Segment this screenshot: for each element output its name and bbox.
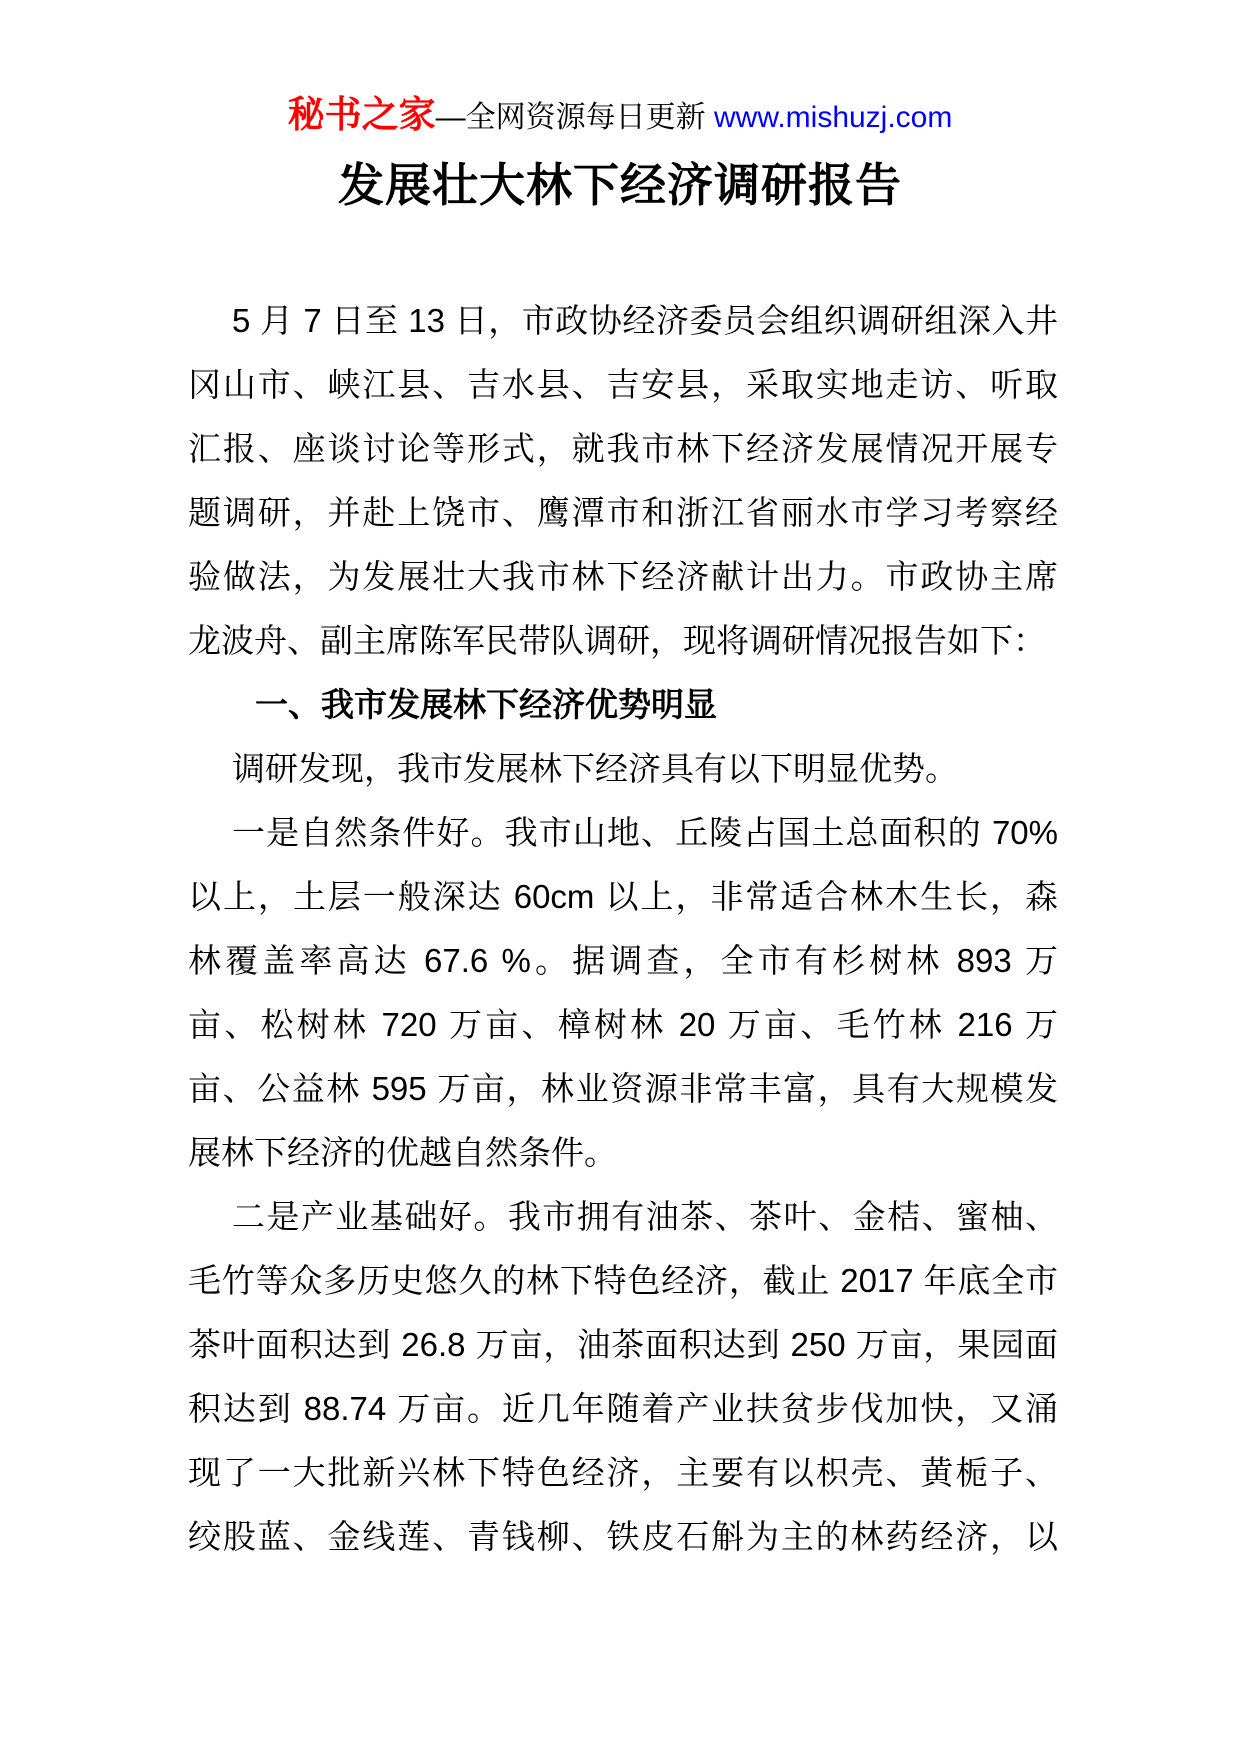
document-title: 发展壮大林下经济调研报告 [338,159,902,211]
text-line: 一、我市发展林下经济优势明显 [255,686,717,723]
paragraph [188,801,1058,1185]
paragraph [188,289,1058,673]
text-line: 汇报、座谈讨论等形式，就我市林下经济发展情况开展专 [188,430,1058,467]
paragraph [188,737,1058,801]
text-line: 茶叶面积达到 26.8 万亩，油茶面积达到 250 万亩，果园面 [188,1326,1058,1363]
document-body [188,289,1058,1569]
text-line: 以上，土层一般深达 60cm 以上，非常适合林木生长，森 [188,878,1058,915]
text-line: 毛竹等众多历史悠久的林下特色经济，截止 2017 年底全市 [188,1262,1058,1299]
site-tagline: —全网资源每日更新 [435,101,714,134]
site-brand: 秘书之家 [287,94,436,135]
text-line: 5 月 7 日至 13 日，市政协经济委员会组织调研组深入井 [232,302,1058,339]
text-line: 林覆盖率高达 67.6 %。据调查，全市有杉树林 893 万 [188,942,1058,979]
paragraph [188,1185,1058,1569]
site-header [0,90,1240,143]
text-line: 积达到 88.74 万亩。近几年随着产业扶贫步伐加快，又涌 [188,1390,1058,1427]
text-line: 亩、松树林 720 万亩、樟树林 20 万亩、毛竹林 216 万 [188,1006,1058,1043]
text-line: 二是产业基础好。我市拥有油茶、茶叶、金桔、蜜柚、 [232,1198,1058,1235]
text-line: 现了一大批新兴林下特色经济，主要有以枳壳、黄栀子、 [188,1454,1058,1491]
text-line: 调研发现，我市发展林下经济具有以下明显优势。 [232,750,958,787]
text-line: 验做法，为发展壮大我市林下经济献计出力。市政协主席 [188,558,1058,595]
text-line: 龙波舟、副主席陈军民带队调研，现将调研情况报告如下： [188,622,1046,659]
text-line: 题调研，并赴上饶市、鹰潭市和浙江省丽水市学习考察经 [188,494,1058,531]
text-line: 一是自然条件好。我市山地、丘陵占国土总面积的 70% [232,814,1058,851]
section-heading [188,673,1058,737]
text-line: 绞股蓝、金线莲、青钱柳、铁皮石斛为主的林药经济，以 [188,1518,1058,1555]
text-line: 亩、公益林 595 万亩，林业资源非常丰富，具有大规模发 [188,1070,1058,1107]
text-line: 冈山市、峡江县、吉水县、吉安县，采取实地走访、听取 [188,366,1058,403]
site-url: www.mishuzj.com [713,101,953,134]
text-line: 展林下经济的优越自然条件。 [188,1134,617,1171]
